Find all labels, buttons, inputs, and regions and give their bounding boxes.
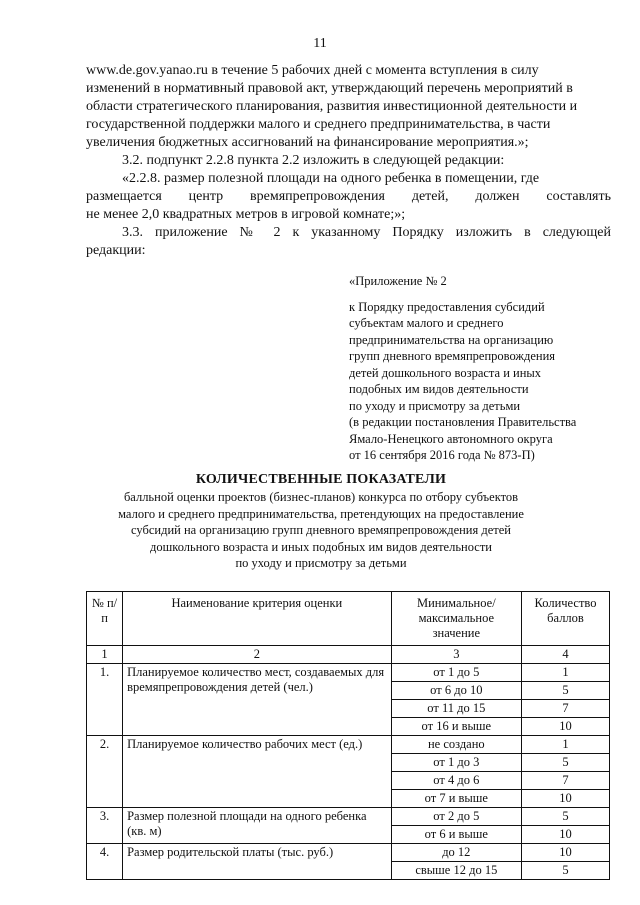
paragraph-line: 3.3. приложение № 2 к указанному Порядку изложить в следующей	[122, 225, 611, 240]
table-index-row	[87, 646, 610, 664]
table-heading	[86, 471, 556, 572]
range-cell: от 6 и выше	[391, 826, 521, 844]
paragraph-line: не менее 2,0 квадратных метров в игровой комнате;»;	[86, 207, 406, 222]
appendix-line: групп дневного времяпрепровождения	[349, 349, 556, 363]
range-cell: от 16 и выше	[391, 718, 521, 736]
table-row	[87, 808, 610, 826]
criterion-number: 3.	[87, 808, 123, 844]
heading-line: дошкольного возраста и иных подобных им видов деятельности	[150, 539, 492, 554]
heading-line: по уходу и присмотру за детьми	[235, 556, 407, 570]
points-cell: 5	[522, 808, 610, 826]
appendix-line: (в редакции постановления Правительства	[349, 415, 577, 429]
appendix-line: предпринимательства на организацию	[349, 332, 554, 347]
paragraph-3-2: 3.2. подпункт 2.2.8 пункта 2.2 изложить в следующей редакции:	[122, 153, 505, 168]
range-cell: от 2 до 5	[391, 808, 521, 826]
table-row	[87, 844, 610, 862]
appendix-line: подобных им видов деятельности	[349, 382, 529, 396]
index-cell: 3	[391, 646, 521, 664]
points-cell: 5	[522, 682, 610, 700]
range-cell: от 6 до 10	[391, 682, 521, 700]
points-cell: 7	[522, 700, 610, 718]
heading-title: КОЛИЧЕСТВЕННЫЕ ПОКАЗАТЕЛИ	[195, 472, 447, 487]
heading-line: балльной оценки проектов (бизнес-планов) конкурса по отбору субъектов	[123, 490, 519, 504]
appendix-line: по уходу и присмотру за детьми	[349, 398, 521, 413]
points-cell: 1	[522, 736, 610, 754]
points-cell: 10	[522, 844, 610, 862]
points-cell: 7	[522, 772, 610, 790]
range-cell: свыше 12 до 15	[391, 862, 521, 880]
paragraph-line: области стратегического планирования, развития инвестиционной деятельности и	[86, 99, 578, 114]
appendix-line: детей дошкольного возраста и иных	[349, 365, 542, 380]
criterion-name: Планируемое количество мест, создаваемых для времяпрепровождения детей (чел.)	[123, 664, 392, 736]
paragraph-line: размещается центр времяпрепровождения детей, должен составлять	[86, 189, 611, 204]
heading-line: малого и среднего предпринимательства, претендующих на предоставление	[118, 506, 524, 521]
header-name: Наименование критерия оценки	[123, 592, 392, 646]
points-cell: 10	[522, 718, 610, 736]
range-cell: до 12	[391, 844, 521, 862]
criterion-name: Размер полезной площади на одного ребенка (кв. м)	[123, 808, 392, 844]
paragraph-line: изменений в нормативный правовой акт, утверждающий перечень мероприятий в	[86, 81, 573, 96]
appendix-title: «Приложение № 2	[349, 274, 447, 288]
heading-line: субсидий на организацию групп дневного времяпрепровождения детей	[131, 523, 511, 537]
index-cell: 1	[87, 646, 123, 664]
appendix-block	[349, 273, 617, 464]
points-cell: 10	[522, 790, 610, 808]
paragraph-line: редакции:	[86, 243, 146, 258]
points-cell: 5	[522, 754, 610, 772]
range-cell: от 4 до 6	[391, 772, 521, 790]
range-cell: от 7 и выше	[391, 790, 521, 808]
index-cell: 2	[123, 646, 392, 664]
range-cell: не создано	[391, 736, 521, 754]
appendix-line: Ямало-Ненецкого автономного округа	[349, 431, 553, 446]
body-text	[86, 62, 611, 260]
range-cell: от 1 до 5	[391, 664, 521, 682]
appendix-line: от 16 сентября 2016 года № 873-П)	[349, 448, 535, 462]
criterion-number: 4.	[87, 844, 123, 880]
criterion-number: 1.	[87, 664, 123, 736]
paragraph-line: «2.2.8. размер полезной площади на одного ребенка в помещении, где	[122, 171, 540, 186]
criterion-name: Планируемое количество рабочих мест (ед.)	[123, 736, 392, 808]
paragraph-line: увеличения бюджетных ассигнований на финансирование мероприятия.»;	[86, 135, 529, 150]
points-cell: 5	[522, 862, 610, 880]
table-row	[87, 664, 610, 682]
criterion-name: Размер родительской платы (тыс. руб.)	[123, 844, 392, 880]
criterion-number: 2.	[87, 736, 123, 808]
points-cell: 1	[522, 664, 610, 682]
index-cell: 4	[522, 646, 610, 664]
appendix-line: субъектам малого и среднего	[349, 316, 504, 330]
appendix-line: к Порядку предоставления субсидий	[349, 299, 545, 314]
paragraph-line: www.de.gov.yanao.ru в течение 5 рабочих дней с момента вступления в силу	[86, 63, 539, 78]
header-points: Количество баллов	[522, 592, 610, 646]
header-range: Минимальное/ максимальное значение	[391, 592, 521, 646]
range-cell: от 1 до 3	[391, 754, 521, 772]
criteria-table	[86, 591, 610, 880]
table-header-row	[87, 592, 610, 646]
page-number: 11	[313, 36, 327, 51]
paragraph-line: государственной поддержки малого и среднего предпринимательства, в части	[86, 117, 551, 132]
range-cell: от 11 до 15	[391, 700, 521, 718]
header-num: № п/п	[87, 592, 123, 646]
table-row	[87, 736, 610, 754]
points-cell: 10	[522, 826, 610, 844]
